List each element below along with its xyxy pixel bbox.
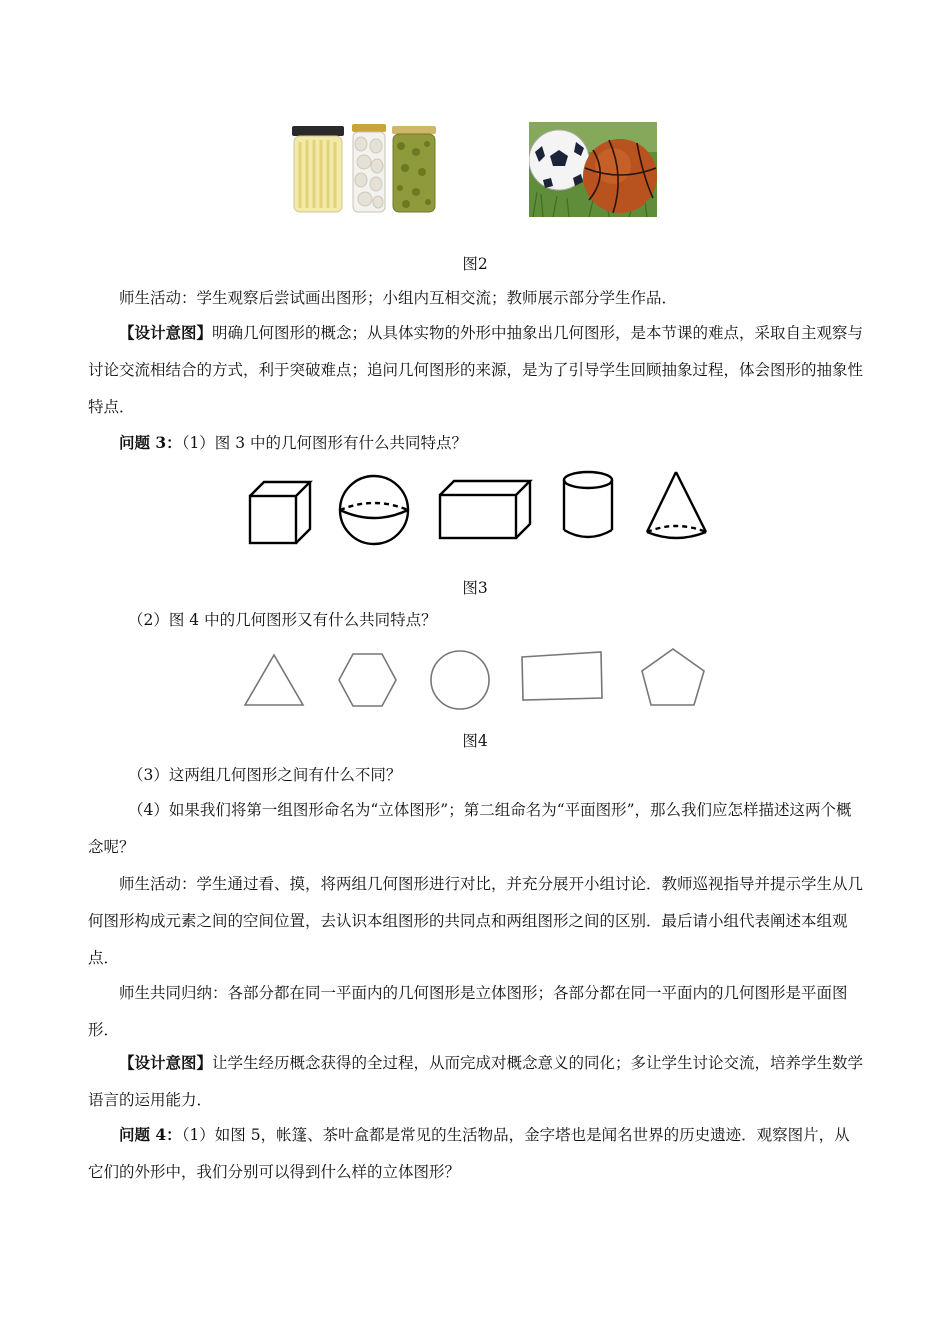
question3-q4: （4）如果我们将第一组图形命名为“立体图形”；第二组命名为“平面图形”，那么我们应怎样描述这两个概念呢？ xyxy=(88,801,852,856)
figure3-solids xyxy=(240,470,720,550)
balls-photo xyxy=(529,122,657,217)
cuboid-shape xyxy=(440,481,530,538)
question3-q3: （3）这两组几何图形之间有什么不同？ xyxy=(128,766,402,784)
activity-paragraph-2 xyxy=(88,866,864,977)
activity-text-2: 师生活动：学生通过看、摸，将两组几何图形进行对比，并充分展开小组讨论．教师巡视指导并提示学生从几何图形构成元素之间的空间位置，去认识本组图形的共同点和两组图形之间的区别．最后请小组代表阐述本组观点． xyxy=(88,875,864,967)
circle-shape xyxy=(431,651,489,709)
question4-label: 问题 4： xyxy=(119,1125,182,1144)
design-intent-text: 明确几何图形的概念；从具体实物的外形中抽象出几何图形，是本节课的难点，采取自主观察与讨论交流相结合的方式，利于突破难点；追问几何图形的来源，是为了引导学生回顾抽象过程，体会图形的抽象性特点． xyxy=(88,324,864,416)
cylinder-shape xyxy=(564,472,612,537)
question3-part1 xyxy=(88,424,864,462)
design-intent-1 xyxy=(88,314,864,426)
cube-shape xyxy=(250,482,310,543)
cone-shape xyxy=(647,472,706,538)
activity-text-1: 师生活动：学生观察后尝试画出图形；小组内互相交流；教师展示部分学生作品． xyxy=(119,289,678,307)
jars-photo xyxy=(288,122,438,216)
figure2-caption: 图2 xyxy=(462,255,488,273)
question4-text: （1）如图 5，帐篷、茶叶盒都是常见的生活物品，金字塔也是闻名世界的历史遗迹．观察图片，从它们的外形中，我们分别可以得到什么样的立体图形？ xyxy=(88,1126,850,1181)
rectangle-shape xyxy=(522,652,602,700)
activity-paragraph-1 xyxy=(88,280,864,317)
question3-q2: （2）图 4 中的几何图形又有什么共同特点？ xyxy=(128,611,437,629)
design-intent-text-2: 让学生经历概念获得的全过程，从而完成对概念意义的同化；多让学生讨论交流，培养学生数学语言的运用能力． xyxy=(88,1054,864,1109)
question3-q1: （1）图 3 中的几何图形有什么共同特点？ xyxy=(181,434,468,452)
triangle-shape xyxy=(245,655,303,705)
pentagon-shape xyxy=(642,649,704,705)
question4-paragraph xyxy=(88,1116,864,1191)
question3-part3 xyxy=(88,757,864,794)
question3-part4 xyxy=(88,792,864,866)
figure4-caption: 图4 xyxy=(462,732,488,750)
sphere-shape xyxy=(340,476,408,544)
summary-paragraph xyxy=(88,975,864,1049)
design-intent-tag-2: 【设计意图】 xyxy=(119,1053,213,1072)
question3-part2 xyxy=(88,602,864,639)
summary-text: 师生共同归纳：各部分都在同一平面内的几何图形是立体图形；各部分都在同一平面内的几何图形是平面图形． xyxy=(88,984,848,1039)
figure3-caption: 图3 xyxy=(462,579,488,597)
question3-label: 问题 3： xyxy=(119,433,182,452)
design-intent-2 xyxy=(88,1044,864,1119)
figure4-plane-shapes xyxy=(240,645,720,713)
hexagon-shape xyxy=(339,654,396,706)
design-intent-tag: 【设计意图】 xyxy=(119,323,213,342)
